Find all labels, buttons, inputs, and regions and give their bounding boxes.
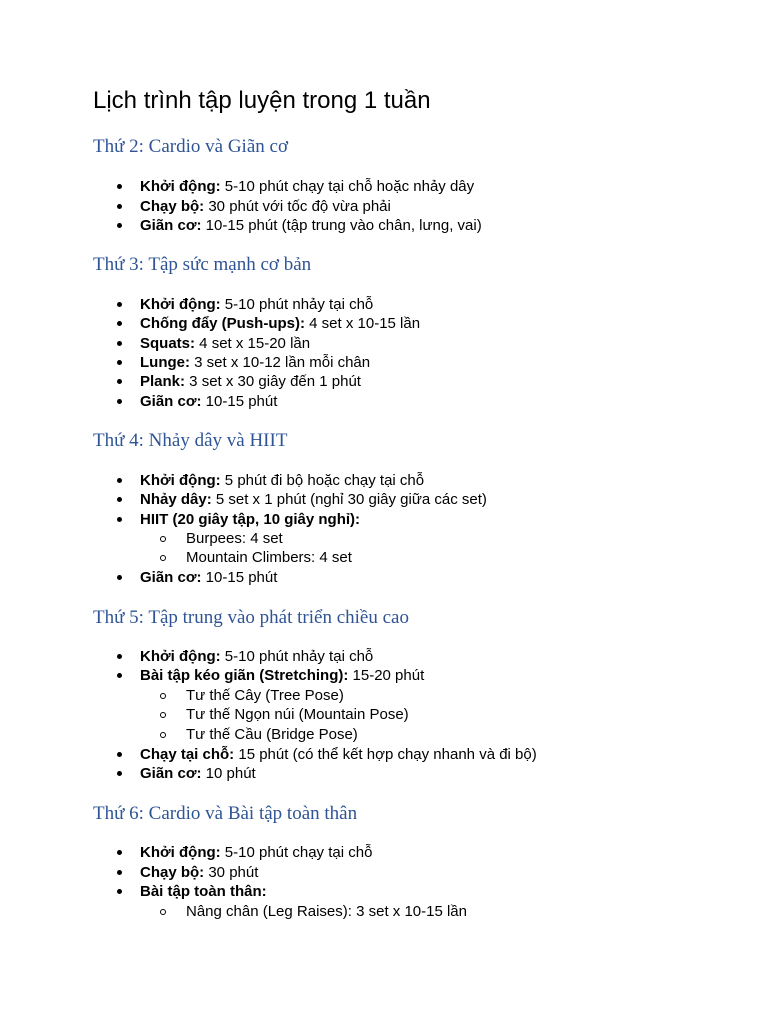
bullet-icon	[117, 517, 122, 522]
section-heading-thu-4: Thứ 4: Nhảy dây và HIIT	[93, 430, 288, 451]
item-label: Bài tập toàn thân:	[140, 883, 267, 900]
hollow-bullet-icon	[160, 732, 166, 738]
bullet-icon	[117, 771, 122, 776]
item-text: Nâng chân (Leg Raises): 3 set x 10-15 lần	[186, 903, 467, 920]
hollow-bullet-icon	[160, 536, 166, 542]
bullet-icon	[117, 870, 122, 875]
bullet-icon	[117, 399, 122, 404]
bullet-icon	[117, 341, 122, 346]
item-text: 4 set x 15-20 lần	[195, 335, 311, 352]
item-text: 3 set x 10-12 lần mỗi chân	[190, 354, 371, 371]
item-label: Lunge:	[140, 354, 190, 371]
item-text: 5-10 phút chạy tại chỗ	[220, 844, 373, 861]
bullet-icon	[117, 321, 122, 326]
item-text: 5-10 phút chạy tại chỗ hoặc nhảy dây	[220, 178, 475, 195]
item-label: Chống đẩy (Push-ups):	[140, 315, 305, 332]
item-label: Khởi động:	[140, 296, 221, 313]
section-heading-thu-6: Thứ 6: Cardio và Bài tập toàn thân	[93, 803, 358, 824]
item-text: Tư thế Cầu (Bridge Pose)	[186, 726, 358, 743]
bullet-icon	[117, 302, 122, 307]
item-text: Mountain Climbers: 4 set	[186, 549, 352, 566]
bullet-icon	[117, 673, 122, 678]
hollow-bullet-icon	[160, 693, 166, 699]
section-heading-thu-3: Thứ 3: Tập sức mạnh cơ bản	[93, 254, 312, 275]
bullet-icon	[117, 497, 122, 502]
document-title: Lịch trình tập luyện trong 1 tuần	[93, 87, 431, 114]
item-text: 30 phút	[204, 864, 259, 881]
item-text: 5-10 phút nhảy tại chỗ	[220, 648, 374, 665]
item-text: 15 phút (có thể kết hợp chạy nhanh và đi bộ)	[234, 746, 537, 763]
item-text: Tư thế Ngọn núi (Mountain Pose)	[186, 706, 409, 723]
item-label: Khởi động:	[140, 178, 221, 195]
item-label: Chạy bộ:	[140, 864, 205, 881]
section-heading-thu-2: Thứ 2: Cardio và Giãn cơ	[93, 136, 288, 157]
bullet-icon	[117, 184, 122, 189]
hollow-bullet-icon	[160, 555, 166, 561]
bullet-icon	[117, 889, 122, 894]
bullet-icon	[117, 575, 122, 580]
item-text: 15-20 phút	[348, 667, 425, 684]
bullet-icon	[117, 752, 122, 757]
item-text: 4 set x 10-15 lần	[305, 315, 421, 332]
bullet-icon	[117, 654, 122, 659]
item-text: 10-15 phút	[201, 569, 278, 586]
item-text: 3 set x 30 giây đến 1 phút	[185, 373, 361, 390]
item-text: 10-15 phút (tập trung vào chân, lưng, vai)	[201, 217, 482, 234]
item-label: Khởi động:	[140, 844, 221, 861]
section-heading-thu-5: Thứ 5: Tập trung vào phát triển chiều cao	[93, 607, 409, 628]
item-text: 5 phút đi bộ hoặc chạy tại chỗ	[220, 472, 425, 489]
bullet-icon	[117, 223, 122, 228]
item-text: 10-15 phút	[201, 393, 278, 410]
hollow-bullet-icon	[160, 712, 166, 718]
item-text: 5-10 phút nhảy tại chỗ	[220, 296, 374, 313]
bullet-icon	[117, 379, 122, 384]
bullet-icon	[117, 850, 122, 855]
bullet-icon	[117, 478, 122, 483]
bullet-icon	[117, 204, 122, 209]
item-label: Giãn cơ:	[140, 569, 202, 586]
item-text: 10 phút	[201, 765, 256, 782]
item-label: Giãn cơ:	[140, 765, 202, 782]
bullet-icon	[117, 360, 122, 365]
item-label: Chạy tại chỗ:	[140, 746, 235, 763]
item-text: 5 set x 1 phút (nghỉ 30 giây giữa các set)	[211, 491, 487, 508]
item-label: Plank:	[140, 373, 186, 390]
item-label: HIIT (20 giây tập, 10 giây nghỉ):	[140, 511, 361, 528]
item-label: Chạy bộ:	[140, 198, 205, 215]
item-label: Giãn cơ:	[140, 217, 202, 234]
item-text: 30 phút với tốc độ vừa phải	[204, 198, 391, 215]
hollow-bullet-icon	[160, 909, 166, 915]
item-label: Bài tập kéo giãn (Stretching):	[140, 667, 349, 684]
item-text: Burpees: 4 set	[186, 530, 283, 547]
item-label: Khởi động:	[140, 648, 221, 665]
item-label: Khởi động:	[140, 472, 221, 489]
item-label: Squats:	[140, 335, 196, 352]
item-label: Giãn cơ:	[140, 393, 202, 410]
item-text: Tư thế Cây (Tree Pose)	[186, 687, 344, 704]
item-label: Nhảy dây:	[140, 491, 212, 508]
